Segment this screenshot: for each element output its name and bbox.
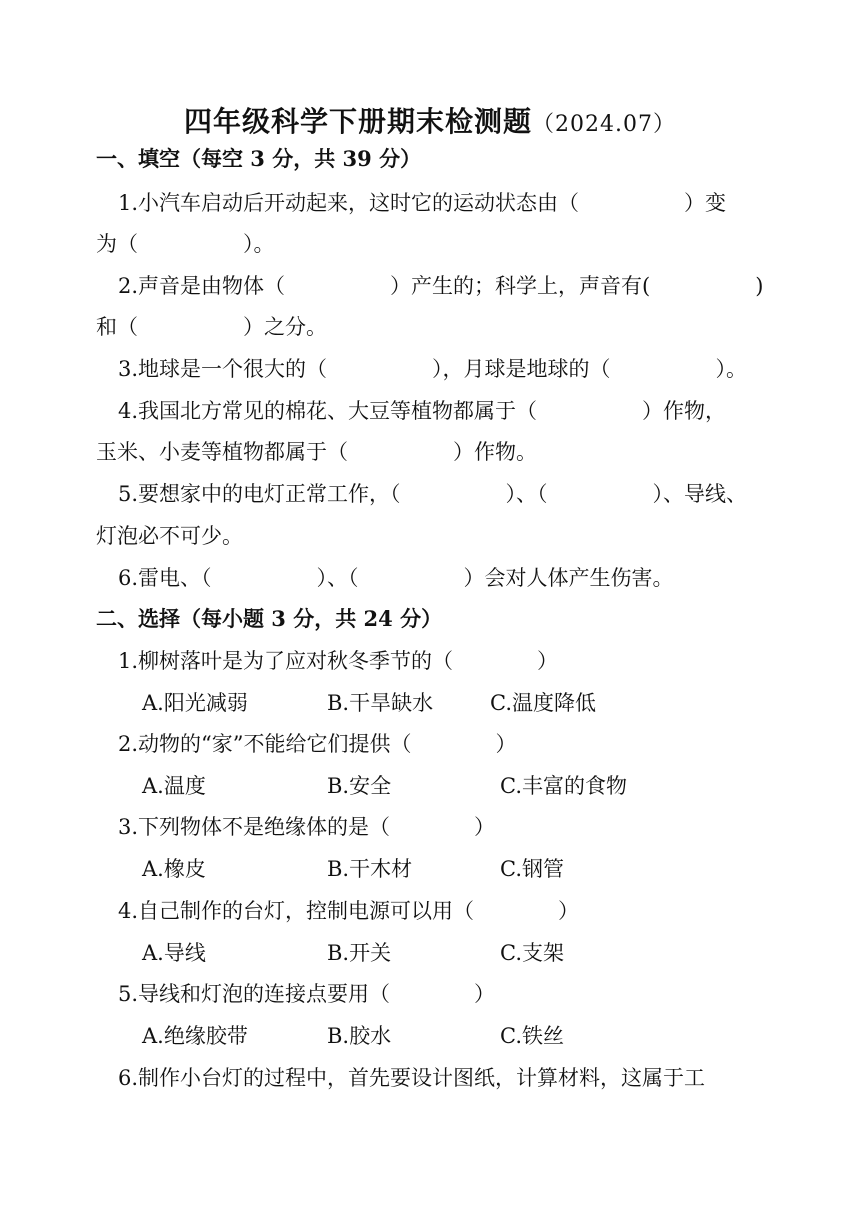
option-b: B.开关 xyxy=(327,941,392,965)
option-c: C.钢管 xyxy=(500,857,564,881)
option-c: C.铁丝 xyxy=(500,1024,564,1048)
fill-question-6: 6.雷电、（ ）、（ ）会对人体产生伤害。 xyxy=(118,566,674,590)
fill-question-4-line-2: 玉米、小麦等植物都属于（ ）作物。 xyxy=(96,440,537,464)
fill-question-2-line-1: 2.声音是由物体（ ）产生的；科学上，声音有( ) xyxy=(118,274,764,298)
choice-question-1: 1.柳树落叶是为了应对秋冬季节的（ ） xyxy=(118,649,559,673)
option-b: B.安全 xyxy=(327,774,392,798)
choice-question-2: 2.动物的“家”不能给它们提供（ ） xyxy=(118,732,517,756)
page-title xyxy=(0,100,860,140)
fill-question-3: 3.地球是一个很大的（ ），月球是地球的（ ）。 xyxy=(118,357,748,381)
option-a: A.绝缘胶带 xyxy=(142,1024,248,1048)
option-a: A.温度 xyxy=(142,774,206,798)
choice-question-5: 5.导线和灯泡的连接点要用（ ） xyxy=(118,982,496,1006)
title-date: （2024.07） xyxy=(532,112,676,137)
section-heading-choice: 二、选择（每小题 3 分，共 24 分） xyxy=(96,606,443,631)
fill-question-2-line-2: 和（ ）之分。 xyxy=(96,315,327,339)
fill-question-1-line-1: 1.小汽车启动后开动起来，这时它的运动状态由（ ）变 xyxy=(118,191,727,215)
option-a: A.导线 xyxy=(142,941,206,965)
option-a: A.阳光减弱 xyxy=(142,691,248,715)
choice-question-3: 3.下列物体不是绝缘体的是（ ） xyxy=(118,815,496,839)
option-b: B.胶水 xyxy=(327,1024,392,1048)
choice-question-6: 6.制作小台灯的过程中，首先要设计图纸，计算材料，这属于工 xyxy=(118,1066,706,1090)
choice-question-4: 4.自己制作的台灯，控制电源可以用（ ） xyxy=(118,899,580,923)
section-heading-fill-blank: 一、填空（每空 3 分，共 39 分） xyxy=(96,146,422,171)
title-text: 四年级科学下册期末检测题 xyxy=(184,105,533,138)
fill-question-5-line-1: 5.要想家中的电灯正常工作，（ ）、（ ）、导线、 xyxy=(118,482,748,506)
option-b: B.干旱缺水 xyxy=(327,691,434,715)
option-c: C.温度降低 xyxy=(490,691,596,715)
option-a: A.橡皮 xyxy=(142,857,206,881)
option-c: C.丰富的食物 xyxy=(500,774,627,798)
fill-question-4-line-1: 4.我国北方常见的棉花、大豆等植物都属于（ ）作物， xyxy=(118,399,727,423)
option-c: C.支架 xyxy=(500,941,564,965)
fill-question-1-line-2: 为（ ）。 xyxy=(96,232,275,256)
option-b: B.干木材 xyxy=(327,857,413,881)
fill-question-5-line-2: 灯泡必不可少。 xyxy=(96,524,243,548)
